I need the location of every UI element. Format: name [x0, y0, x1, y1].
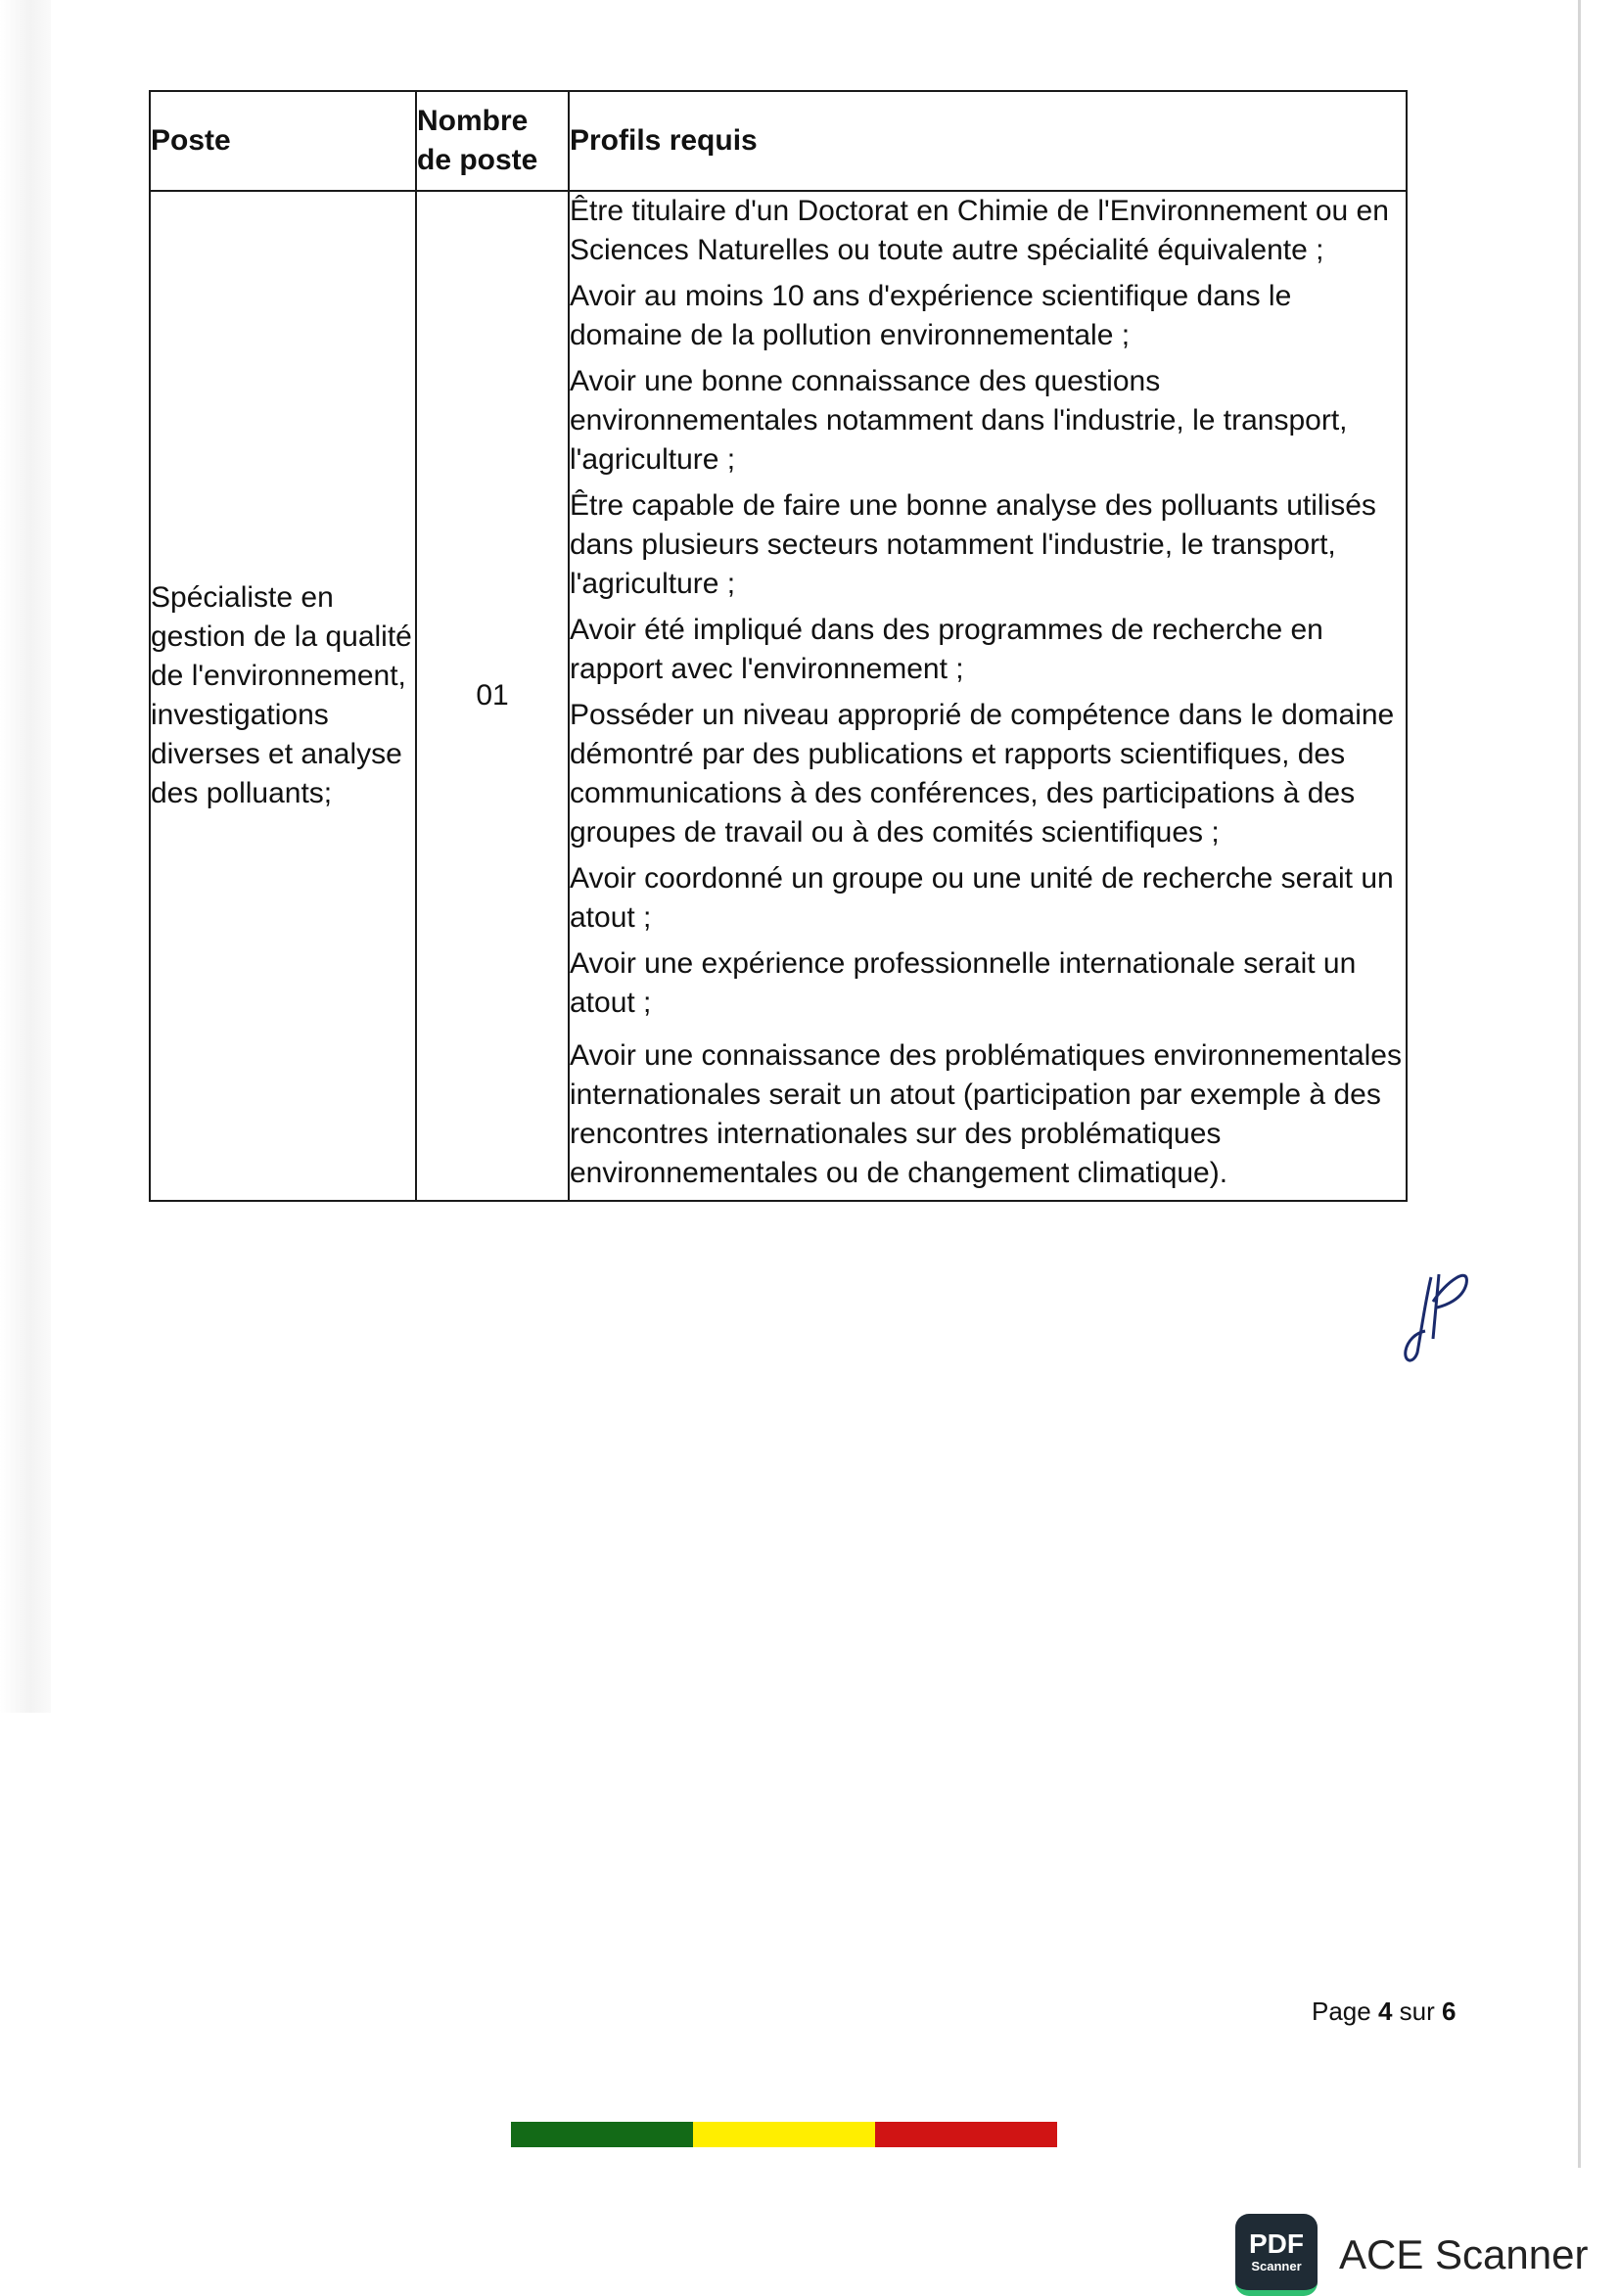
page-prefix: Page	[1312, 1997, 1371, 2026]
table-header-row	[150, 91, 1407, 191]
requirement-item: Avoir été impliqué dans des programmes de recherche en rapport avec l'environnement ;	[570, 614, 1323, 685]
logo-top-text: PDF	[1249, 2228, 1304, 2259]
scanner-watermark	[1235, 2214, 1588, 2296]
logo-bottom-text: Scanner	[1251, 2259, 1302, 2273]
handwritten-signature	[1402, 1263, 1480, 1370]
flag-stripe-green	[511, 2122, 693, 2147]
requirement-item: Avoir coordonné un groupe ou une unité de recherche serait un atout ;	[570, 862, 1394, 934]
header-profils-requis: Profils requis	[569, 91, 1407, 191]
poste-cell: Spécialiste en gestion de la qualité de l'environnement, investigations diverses et analyse des polluants;	[150, 191, 416, 1201]
page-total: 6	[1442, 1997, 1457, 2026]
profile-table	[149, 90, 1408, 1202]
requirement-item: Posséder un niveau approprié de compétence dans le domaine démontré par des publications et rapports scientifiques, des communications à des conférences, des participations à des groupes de travail ou à des comités scientifiques ;	[570, 699, 1395, 849]
page-sur: sur	[1399, 1997, 1435, 2026]
requirement-item: Avoir une expérience professionnelle internationale serait un atout ;	[570, 947, 1357, 1019]
app-name: ACE Scanner	[1339, 2231, 1589, 2277]
page-current: 4	[1377, 1997, 1393, 2026]
requirement-item: Avoir une bonne connaissance des questions environnementales notamment dans l'industrie, le transport, l'agriculture ;	[570, 365, 1348, 476]
nombre-cell: 01	[416, 191, 569, 1201]
requirement-item: Avoir une connaissance des problématiques environnementales internationales serait un atout (participation par exemple à des rencontres internationales sur des problématiques environnementales ou de changement climatique).	[570, 1039, 1402, 1189]
header-poste: Poste	[150, 91, 416, 191]
flag-stripe-yellow	[693, 2122, 875, 2147]
profils-cell	[569, 191, 1407, 1201]
requirement-item: Avoir au moins 10 ans d'expérience scientifique dans le domaine de la pollution environnementale ;	[570, 280, 1292, 351]
page-edge	[1578, 0, 1581, 2168]
page-number	[1312, 1997, 1457, 2027]
requirement-item: Être capable de faire une bonne analyse des polluants utilisés dans plusieurs secteurs notamment l'industrie, le transport, l'agriculture ;	[570, 489, 1376, 600]
national-flag-bar	[511, 2122, 1057, 2147]
pdf-scanner-logo-icon	[1235, 2214, 1318, 2296]
table-row	[150, 191, 1407, 1201]
flag-stripe-red	[875, 2122, 1057, 2147]
header-nombre-de-poste: Nombre de poste	[416, 91, 569, 191]
scan-shadow	[0, 0, 51, 1713]
requirement-item: Être titulaire d'un Doctorat en Chimie de l'Environnement ou en Sciences Naturelles ou toute autre spécialité équivalente ;	[570, 195, 1389, 266]
